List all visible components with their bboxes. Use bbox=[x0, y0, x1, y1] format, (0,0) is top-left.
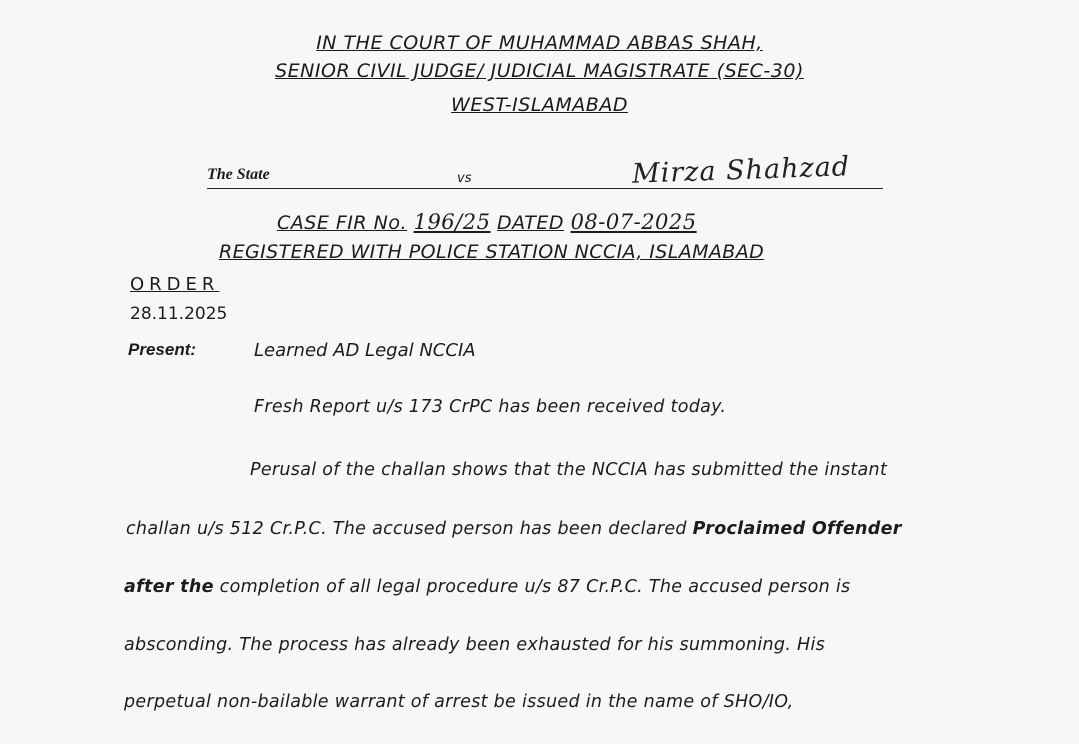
order-heading: ORDER bbox=[130, 274, 220, 295]
body-line-3 bbox=[126, 519, 902, 539]
body-line-5: absconding. The process has already been exhausted for his summoning. His bbox=[124, 635, 826, 655]
order-date: 28.11.2025 bbox=[130, 304, 228, 324]
proclaimed-offender-text: Proclaimed Offender bbox=[692, 519, 902, 539]
case-parties bbox=[207, 151, 887, 193]
present-label: Present: bbox=[128, 340, 197, 359]
present-value: Learned AD Legal NCCIA bbox=[254, 340, 476, 361]
court-title-line-3: WEST-ISLAMABAD bbox=[451, 94, 628, 116]
parties-underline bbox=[207, 188, 883, 189]
case-fir-label: CASE FIR No. bbox=[277, 212, 408, 234]
case-fir-date: 08-07-2025 bbox=[570, 210, 697, 234]
registered-police-station: REGISTERED WITH POLICE STATION NCCIA, ISLAMABAD bbox=[219, 241, 765, 263]
court-title-line-1: IN THE COURT OF MUHAMMAD ABBAS SHAH, bbox=[316, 32, 763, 54]
versus-label: vs bbox=[457, 171, 472, 186]
body-line-4-start: after the bbox=[124, 577, 214, 597]
case-fir-number: 196/25 bbox=[413, 210, 491, 234]
defendant-name-handwritten: Mirza Shahzad bbox=[631, 151, 851, 190]
case-fir-line bbox=[277, 210, 697, 234]
body-line-4-text: completion of all legal procedure u/s 87 Cr.P.C. The accused person is bbox=[213, 577, 851, 597]
court-title-line-2: SENIOR CIVIL JUDGE/ JUDICIAL MAGISTRATE (SEC-30) bbox=[275, 60, 804, 82]
plaintiff-name: The State bbox=[207, 166, 270, 183]
case-dated-label: DATED bbox=[497, 212, 565, 234]
body-line-6: perpetual non-bailable warrant of arrest be issued in the name of SHO/IO, bbox=[124, 692, 794, 712]
body-line-1: Fresh Report u/s 173 CrPC has been received today. bbox=[254, 397, 727, 417]
body-line-2: Perusal of the challan shows that the NCCIA has submitted the instant bbox=[250, 460, 888, 480]
body-line-3-text: challan u/s 512 Cr.P.C. The accused person has been declared bbox=[126, 519, 693, 539]
body-line-4 bbox=[124, 577, 850, 597]
